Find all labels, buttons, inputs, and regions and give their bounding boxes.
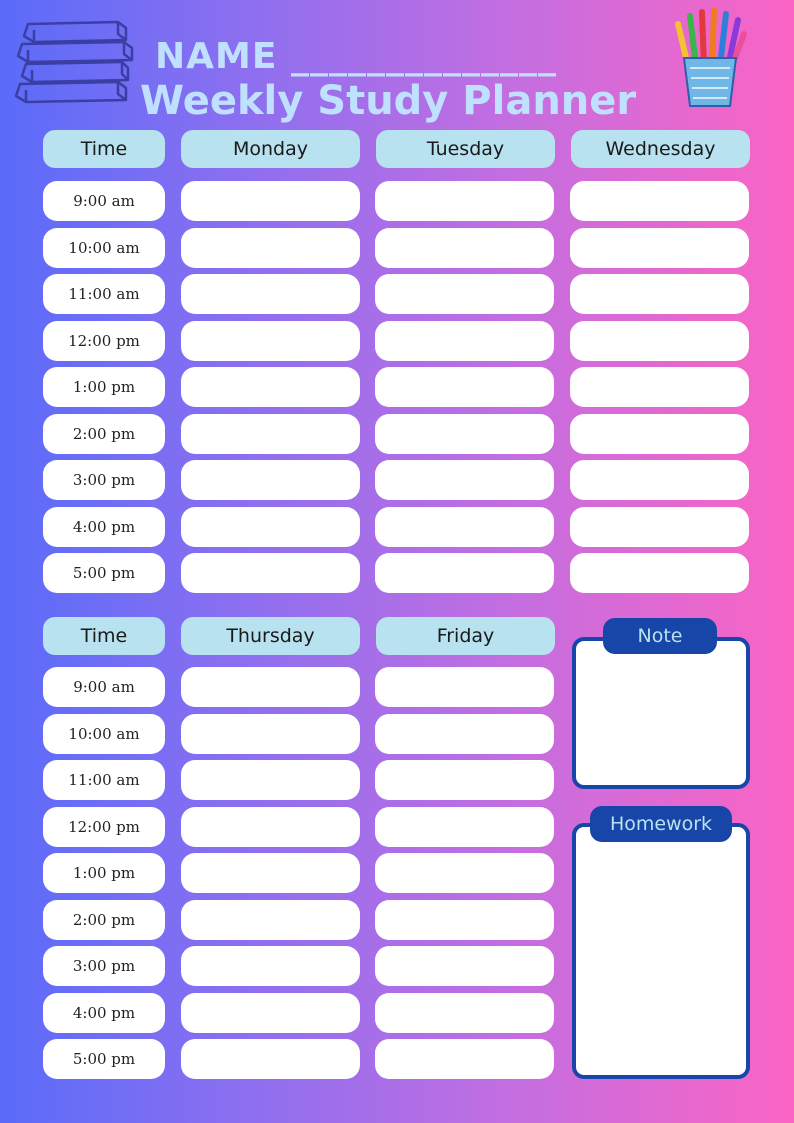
schedule-cell[interactable]	[570, 507, 749, 547]
schedule-cell[interactable]	[375, 1039, 554, 1079]
schedule-cell[interactable]	[570, 460, 749, 500]
schedule-cell[interactable]	[375, 274, 554, 314]
schedule-cell[interactable]	[570, 553, 749, 593]
time-slot: 12:00 pm	[43, 807, 165, 847]
schedule-cell[interactable]	[375, 993, 554, 1033]
time-slot: 9:00 am	[43, 667, 165, 707]
time-slot: 5:00 pm	[43, 553, 165, 593]
schedule-cell[interactable]	[181, 853, 360, 893]
schedule-cell[interactable]	[375, 367, 554, 407]
time-slot: 5:00 pm	[43, 1039, 165, 1079]
time-slot: 4:00 pm	[43, 993, 165, 1033]
schedule-cell[interactable]	[375, 228, 554, 268]
schedule-cell[interactable]	[181, 507, 360, 547]
time-slot: 1:00 pm	[43, 853, 165, 893]
note-box[interactable]	[572, 637, 750, 789]
pencil-cup-icon	[670, 6, 750, 108]
header-friday: Friday	[376, 617, 555, 655]
schedule-cell[interactable]	[181, 321, 360, 361]
header-monday: Monday	[181, 130, 360, 168]
header-tuesday: Tuesday	[376, 130, 555, 168]
homework-box[interactable]	[572, 823, 750, 1079]
schedule-cell[interactable]	[375, 553, 554, 593]
time-slot: 3:00 pm	[43, 946, 165, 986]
time-slot: 2:00 pm	[43, 900, 165, 940]
schedule-cell[interactable]	[181, 414, 360, 454]
schedule-cell[interactable]	[570, 414, 749, 454]
schedule-cell[interactable]	[570, 321, 749, 361]
time-slot: 2:00 pm	[43, 414, 165, 454]
schedule-cell[interactable]	[375, 946, 554, 986]
schedule-cell[interactable]	[181, 1039, 360, 1079]
schedule-cell[interactable]	[375, 807, 554, 847]
schedule-cell[interactable]	[375, 414, 554, 454]
schedule-cell[interactable]	[570, 228, 749, 268]
time-slot: 3:00 pm	[43, 460, 165, 500]
schedule-cell[interactable]	[181, 993, 360, 1033]
schedule-cell[interactable]	[375, 667, 554, 707]
schedule-cell[interactable]	[181, 807, 360, 847]
header-time-2: Time	[43, 617, 165, 655]
header-thursday: Thursday	[181, 617, 360, 655]
header-wednesday: Wednesday	[571, 130, 750, 168]
time-slot: 9:00 am	[43, 181, 165, 221]
time-slot: 10:00 am	[43, 228, 165, 268]
schedule-cell[interactable]	[375, 460, 554, 500]
schedule-cell[interactable]	[181, 460, 360, 500]
schedule-cell[interactable]	[181, 946, 360, 986]
schedule-cell[interactable]	[375, 853, 554, 893]
schedule-cell[interactable]	[181, 228, 360, 268]
header-time: Time	[43, 130, 165, 168]
schedule-cell[interactable]	[181, 553, 360, 593]
schedule-cell[interactable]	[181, 181, 360, 221]
schedule-cell[interactable]	[375, 760, 554, 800]
schedule-cell[interactable]	[375, 507, 554, 547]
schedule-cell[interactable]	[570, 367, 749, 407]
schedule-cell[interactable]	[181, 367, 360, 407]
schedule-cell[interactable]	[375, 714, 554, 754]
name-label: NAME ______________	[155, 36, 557, 77]
schedule-cell[interactable]	[375, 900, 554, 940]
schedule-cell[interactable]	[181, 274, 360, 314]
schedule-cell[interactable]	[181, 714, 360, 754]
time-slot: 11:00 am	[43, 760, 165, 800]
schedule-cell[interactable]	[375, 181, 554, 221]
schedule-cell[interactable]	[181, 900, 360, 940]
page-title: Weekly Study Planner	[140, 78, 637, 124]
schedule-cell[interactable]	[375, 321, 554, 361]
books-icon	[14, 18, 136, 106]
time-slot: 10:00 am	[43, 714, 165, 754]
note-label: Note	[603, 618, 717, 654]
schedule-cell[interactable]	[181, 667, 360, 707]
time-slot: 12:00 pm	[43, 321, 165, 361]
homework-label: Homework	[590, 806, 732, 842]
schedule-cell[interactable]	[181, 760, 360, 800]
time-slot: 11:00 am	[43, 274, 165, 314]
schedule-cell[interactable]	[570, 181, 749, 221]
time-slot: 1:00 pm	[43, 367, 165, 407]
schedule-cell[interactable]	[570, 274, 749, 314]
time-slot: 4:00 pm	[43, 507, 165, 547]
